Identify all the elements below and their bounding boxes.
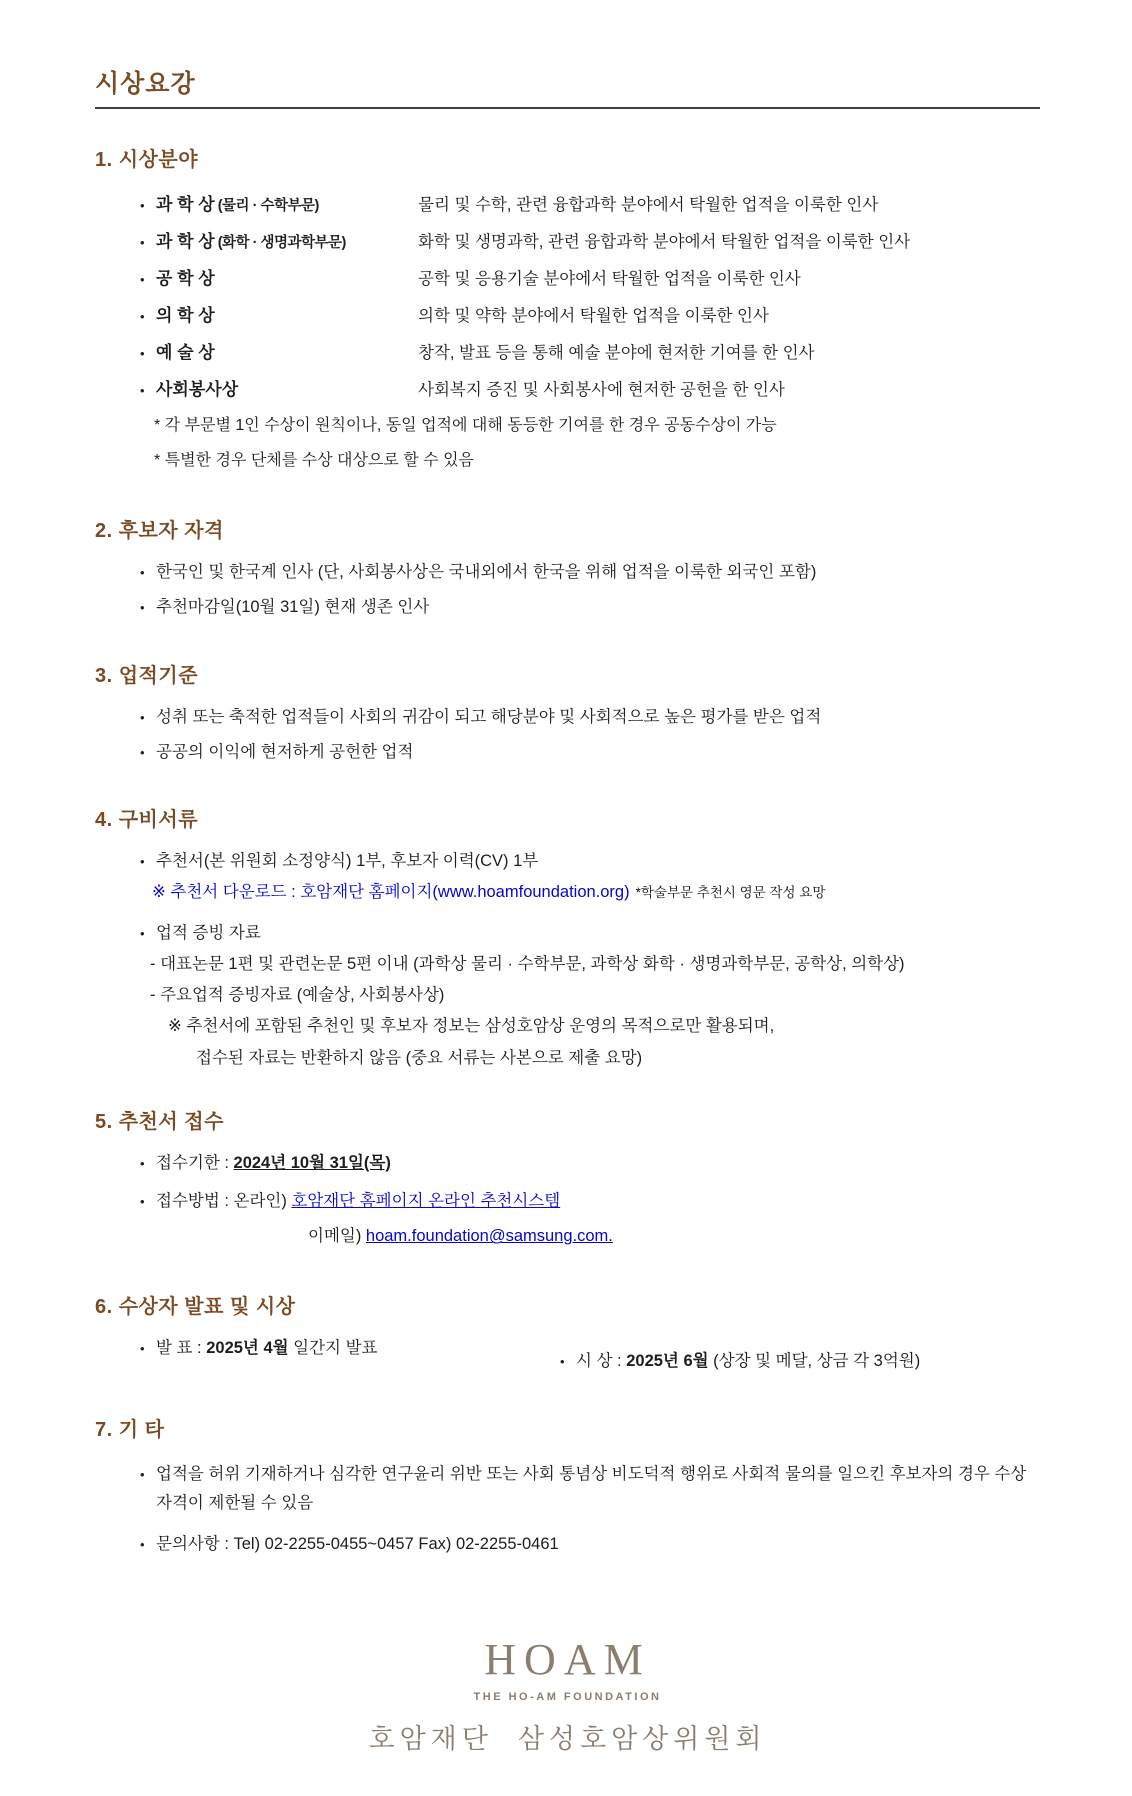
section-announcement [95,1290,1040,1372]
section-heading: 1. 시상분야 [95,149,199,171]
hoam-logo: HOAM [484,1634,651,1684]
ceremony-text [576,1350,920,1372]
deadline-item [140,1152,1040,1174]
list-item [140,1460,1040,1518]
award-row [140,227,1040,252]
award-name: 과 학 상 (화학 · 생명과학부문) [156,232,346,251]
bullet-marker [140,709,156,727]
bullet-marker [140,853,156,871]
list-item [140,850,1040,872]
bullet-marker [140,564,156,582]
award-list [140,190,1040,470]
list-item [140,922,1040,944]
ceremony-item [560,1350,920,1372]
bullet-marker [560,1353,576,1371]
section-body [140,1152,1040,1247]
footer [95,1634,1040,1756]
deadline-label: 접수기한 : [156,1153,234,1172]
online-system-link[interactable]: 호암재단 홈페이지 온라인 추천시스템 [291,1192,561,1211]
list-item-text: 공공의 이익에 현저하게 공헌한 업적 [156,742,414,761]
award-row [140,264,1040,289]
ceremony-date: 2025년 6월 [626,1352,709,1371]
award-row [140,190,1040,215]
bullet-marker [140,1536,156,1554]
deadline-date: 2024년 10월 31일(목) [233,1153,391,1172]
section-heading: 2. 후보자 자격 [95,520,224,542]
bullet-marker [140,346,156,361]
section-body [140,1460,1040,1556]
deadline-text [156,1152,391,1174]
award-note: * 특별한 경우 단체를 수상 대상으로 할 수 있음 [154,452,474,469]
award-description: 물리 및 수학, 관련 융합과학 분야에서 탁월한 업적을 이룩한 인사 [418,196,879,214]
bullet-marker [140,1155,156,1173]
announcement-rest: 일간지 발표 [288,1339,378,1358]
bullet-marker [140,925,156,943]
award-description: 화학 및 생명과학, 관련 융합과학 분야에서 탁월한 업적을 이룩한 인사 [418,233,911,251]
section-heading: 3. 업적기준 [95,664,199,687]
method-label: 접수방법 : 온라인) [156,1192,292,1211]
list-item-text: 한국인 및 한국계 인사 (단, 사회봉사상은 국내외에서 한국을 위해 업적을 이룩한 외국인 포함) [156,563,817,581]
award-name: 사회봉사상 [156,380,239,399]
section-eligibility [95,514,1040,619]
section-body [140,706,1040,764]
section-achievement-criteria [95,659,1040,764]
award-note: * 각 부문별 1인 수상이 원칙이나, 동일 업적에 대해 동등한 기여를 한 경우 공동수상이 가능 [154,417,777,434]
privacy-note: ※ 추천서에 포함된 추천인 및 후보자 정보는 삼성호암상 운영의 목적으로만 활용되며, [168,1017,775,1036]
section-body [140,561,1040,619]
email-link[interactable]: hoam.foundation@samsung.com. [365,1227,613,1246]
ceremony-rest: (상장 및 메달, 상금 각 3억원) [708,1352,921,1371]
email-label: 이메일) [308,1227,366,1246]
section-misc [95,1413,1040,1556]
award-description: 의학 및 약학 분야에서 탁월한 업적을 이룩한 인사 [418,307,769,325]
award-description: 공학 및 응용기술 분야에서 탁월한 업적을 이룩한 인사 [418,270,801,288]
email-item [308,1222,1040,1246]
award-name: 공 학 상 [156,269,215,288]
bullet-marker [140,1340,156,1358]
section-heading: 5. 추천서 접수 [95,1110,224,1133]
footer-organization: 호암재단 삼성호암상위원회 [368,1723,767,1754]
hoam-logo-subtitle: THE HO-AM FOUNDATION [473,1690,662,1703]
award-name: 의 학 상 [156,306,215,325]
bullet-marker [140,309,156,324]
announcement-text [156,1337,377,1359]
title-rule [95,107,1040,109]
bullet-marker [140,383,156,398]
section-heading: 7. 기 타 [95,1418,165,1441]
bullet-marker [140,1193,156,1211]
announcement-label: 발 표 : [156,1339,207,1358]
list-item [140,596,1040,618]
bullet-marker [140,235,156,250]
award-name: 예 술 상 [156,343,215,362]
section-award-fields [95,143,1040,470]
section-submission [95,1105,1040,1247]
download-note: *학술부문 추천시 영문 작성 요망 [635,885,826,901]
section-heading: 6. 수상자 발표 및 시상 [95,1296,296,1319]
method-text [156,1190,560,1212]
page-title: 시상요강 [95,70,196,98]
list-item-text: 추천마감일(10월 31일) 현재 생존 인사 [156,598,430,617]
bullet-marker [140,599,156,617]
list-item [140,741,1040,763]
award-description: 창작, 발표 등을 통해 예술 분야에 현저한 기여를 한 인사 [418,344,815,362]
announcement-date: 2025년 4월 [206,1339,289,1358]
bullet-marker [140,744,156,762]
section-required-documents [95,803,1040,1069]
sub-item: - 대표논문 1편 및 관련논문 5편 이내 (과학상 물리 · 수학부문, 과학상 화학 · 생명과학부문, 공학상, 의학상) [150,954,905,973]
section-heading: 4. 구비서류 [95,809,199,832]
list-item-text: 추천서(본 위원회 소정양식) 1부, 후보자 이력(CV) 1부 [156,852,539,871]
bullet-marker [140,272,156,287]
list-item-text: 업적을 허위 기재하거나 심각한 연구윤리 위반 또는 사회 통념상 비도덕적 행위로 사회적 물의를 일으킨 후보자의 경우 수상 자격이 제한될 수 있음 [156,1464,1027,1512]
award-description: 사회복지 증진 및 사회봉사에 현저한 공헌을 한 인사 [418,381,785,399]
method-item [140,1190,1040,1212]
contact-text: 문의사항 : Tel) 02-2255-0455~0457 Fax) 02-2255-0461 [156,1535,559,1554]
section-body [140,1337,1040,1372]
list-item [140,561,1040,583]
bullet-marker [140,1464,156,1487]
list-item [140,706,1040,728]
section-body [140,850,1040,1069]
contact-item [140,1533,1040,1555]
list-item-text: 업적 증빙 자료 [156,923,261,942]
ceremony-label: 시 상 : [576,1352,627,1371]
award-row [140,375,1040,400]
recommendation-download-link[interactable]: ※ 추천서 다운로드 : 호암재단 홈페이지(www.hoamfoundation.org) [152,883,630,902]
award-row [140,338,1040,363]
list-item-text: 성취 또는 축적한 업적들이 사회의 귀감이 되고 해당분야 및 사회적으로 높은 평가를 받은 업적 [156,707,822,726]
sub-item: - 주요업적 증빙자료 (예술상, 사회봉사상) [150,986,445,1005]
award-row [140,301,1040,326]
award-name: 과 학 상 (물리 · 수학부문) [156,195,319,214]
bullet-marker [140,198,156,213]
download-line [152,881,1040,903]
announcement-item [140,1337,560,1372]
privacy-note-continued: 접수된 자료는 반환하지 않음 (중요 서류는 사본으로 제출 요망) [196,1048,643,1067]
